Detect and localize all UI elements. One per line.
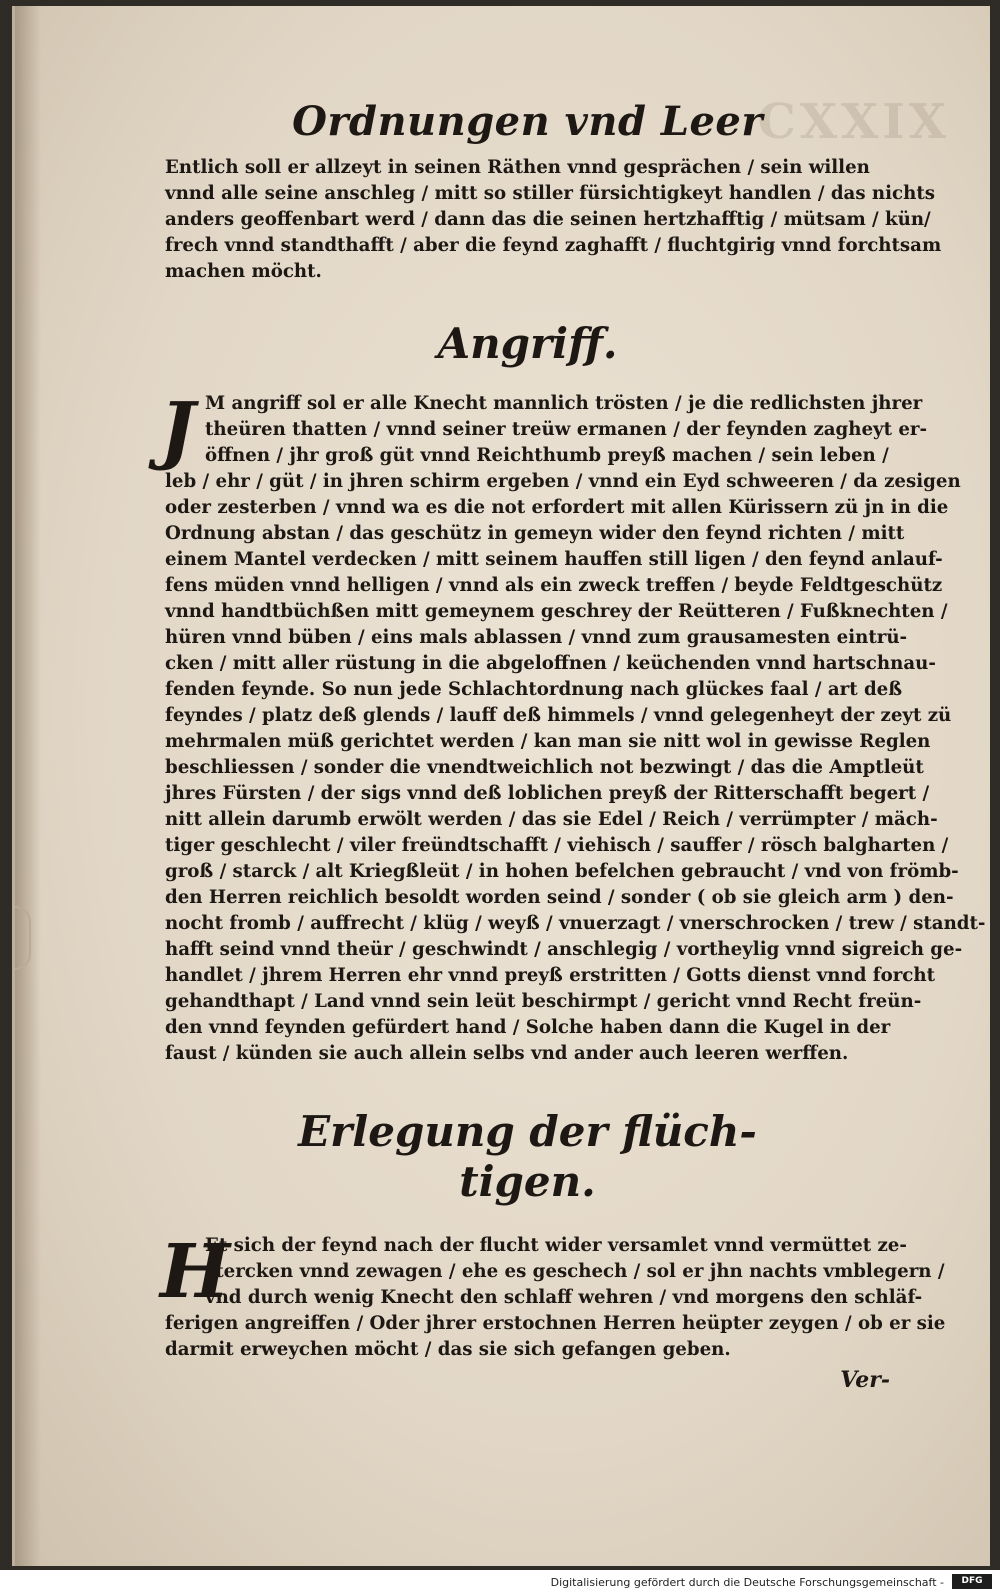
section-erlegung-body [160,1229,946,1363]
text-line: hafft seind vnnd theür / geschwindt / anschlegig / vortheylig vnnd sigreich ge- [165,939,963,960]
dfg-logo: DFG [952,1574,992,1589]
text-line: oder zesterben / vnnd wa es die not erfordert mit allen Kürissern zü jn in die [165,497,949,518]
text-line: den Herren reichlich besoldt worden seind / sonder ( ob sie gleich arm ) den- [165,887,954,908]
text-line: hüren vnnd büben / eins mals ablassen / vnnd zum grausamesten eintrü- [165,627,908,648]
erlegung-paragraph [165,1233,946,1363]
text-line: leb / ehr / güt / in jhren schirm ergeben / vnnd ein Eyd schweeren / da zesigen [165,471,961,492]
heading-line-1: Erlegung der flüch- [298,1107,757,1156]
text-line: öffnen / jhr groß güt vnnd Reichthumb preyß machen / sein leben / [205,445,889,466]
text-line: groß / starck / alt Kriegßleüt / in hohen befelchen gebraucht / vnd von frömb- [165,861,959,882]
section-angriff-body [160,387,986,1067]
angriff-paragraph [165,391,986,1067]
text-line: feyndes / platz deß glends / lauff deß himmels / vnnd gelegenheyt der zeyt zü [165,705,952,726]
page-text [160,78,986,1397]
text-line: beschliessen / sonder die vnendtweichlich not bezwingt / das die Amptleüt [165,757,924,778]
text-line: Et sich der feynd nach der flucht wider versamlet vnnd vermüttet ze- [205,1235,907,1256]
text-line: M angriff sol er alle Knecht mannlich trösten / je die redlichsten jhrer [205,393,923,414]
text-line: einem Mantel verdecken / mitt seinem hauffen still ligen / den feynd anlauf- [165,549,943,570]
text-line: anders geoffenbart werd / dann das die seinen hertzhafftig / mütsam / kün/ [165,209,931,230]
page-gutter [15,6,41,1566]
running-head: Ordnungen vnd Leer [292,98,763,145]
text-line: faust / künden sie auch allein selbs vnd ander auch leeren werffen. [165,1043,849,1064]
intro-paragraph [165,155,942,285]
text-line: nocht fromb / auffrecht / klüg / weyß / vnuerzagt / vnerschrocken / trew / standt- [165,913,986,934]
show-through-folio: CXXIX [757,94,950,150]
text-line: vnd durch wenig Knecht den schlaff wehren / vnd morgens den schläf- [205,1287,923,1308]
text-line: theüren thatten / vnnd seiner treüw ermanen / der feynden zagheyt er- [205,419,928,440]
text-line: machen möcht. [165,261,322,282]
text-line: stercken vnnd zewagen / ehe es geschech / sol er jhn nachts vmblegern / [205,1261,945,1282]
text-line: fenden feynde. So nun jede Schlachtordnung nach glückes faal / art deß [165,679,903,700]
text-line: darmit erweychen möcht / das sie sich gefangen geben. [165,1339,731,1360]
text-line: fens müden vnnd helligen / vnnd als ein zweck treffen / beyde Feldtgeschütz [165,575,943,596]
text-line: Ordnung abstan / das geschütz in gemeyn wider den feynd richten / mitt [165,523,905,544]
text-line: jhres Fürsten / der sigs vnnd deß loblichen preyß der Ritterschafft begert / [165,783,930,804]
text-line: vnnd handtbüchßen mitt gemeynem geschrey der Reütteren / Fußknechten / [165,601,948,622]
text-line: den vnnd feynden gefürdert hand / Solche haben dann die Kugel in der [165,1017,891,1038]
section-heading-angriff: Angriff. [437,319,618,368]
catchword-row [165,1363,890,1397]
text-line: frech vnnd standthafft / aber die feynd zaghafft / fluchtgirig vnnd forchtsam [165,235,942,256]
footer-credit: Digitalisierung gefördert durch die Deutsche Forschungsgemeinschaft - [550,1576,944,1589]
text-line: ferigen angreiffen / Oder jhrer erstochnen Herren heüpter zeygen / ob er sie [165,1313,946,1334]
text-line: cken / mitt aller rüstung in die abgeloffnen / keüchenden vnnd hartschnau- [165,653,936,674]
drop-cap: H [160,1229,230,1315]
heading-line-2: tigen. [459,1157,596,1206]
drop-cap: J [160,387,196,473]
digitization-footer [0,1570,1000,1595]
section-heading-erlegung [165,1107,890,1207]
text-line: Entlich soll er allzeyt in seinen Räthen vnnd gesprächen / sein willen [165,157,870,178]
text-line: mehrmalen müß gerichtet werden / kan man sie nitt wol in gewisse Reglen [165,731,931,752]
text-line: nitt allein darumb erwölt werden / das sie Edel / Reich / verrümpter / mäch- [165,809,938,830]
text-line: tiger geschlecht / viler freündtschafft / viehisch / sauffer / rösch balgharten / [165,835,949,856]
text-line: vnnd alle seine anschleg / mitt so stiller fürsichtigkeyt handlen / das nichts [165,183,935,204]
page-edge-mark [15,906,31,970]
text-line: handlet / jhrem Herren ehr vnnd preyß erstritten / Gotts dienst vnnd forcht [165,965,935,986]
text-line: gehandthapt / Land vnnd sein leüt beschirmpt / gericht vnnd Recht freün- [165,991,922,1012]
catchword: Ver- [840,1367,890,1393]
